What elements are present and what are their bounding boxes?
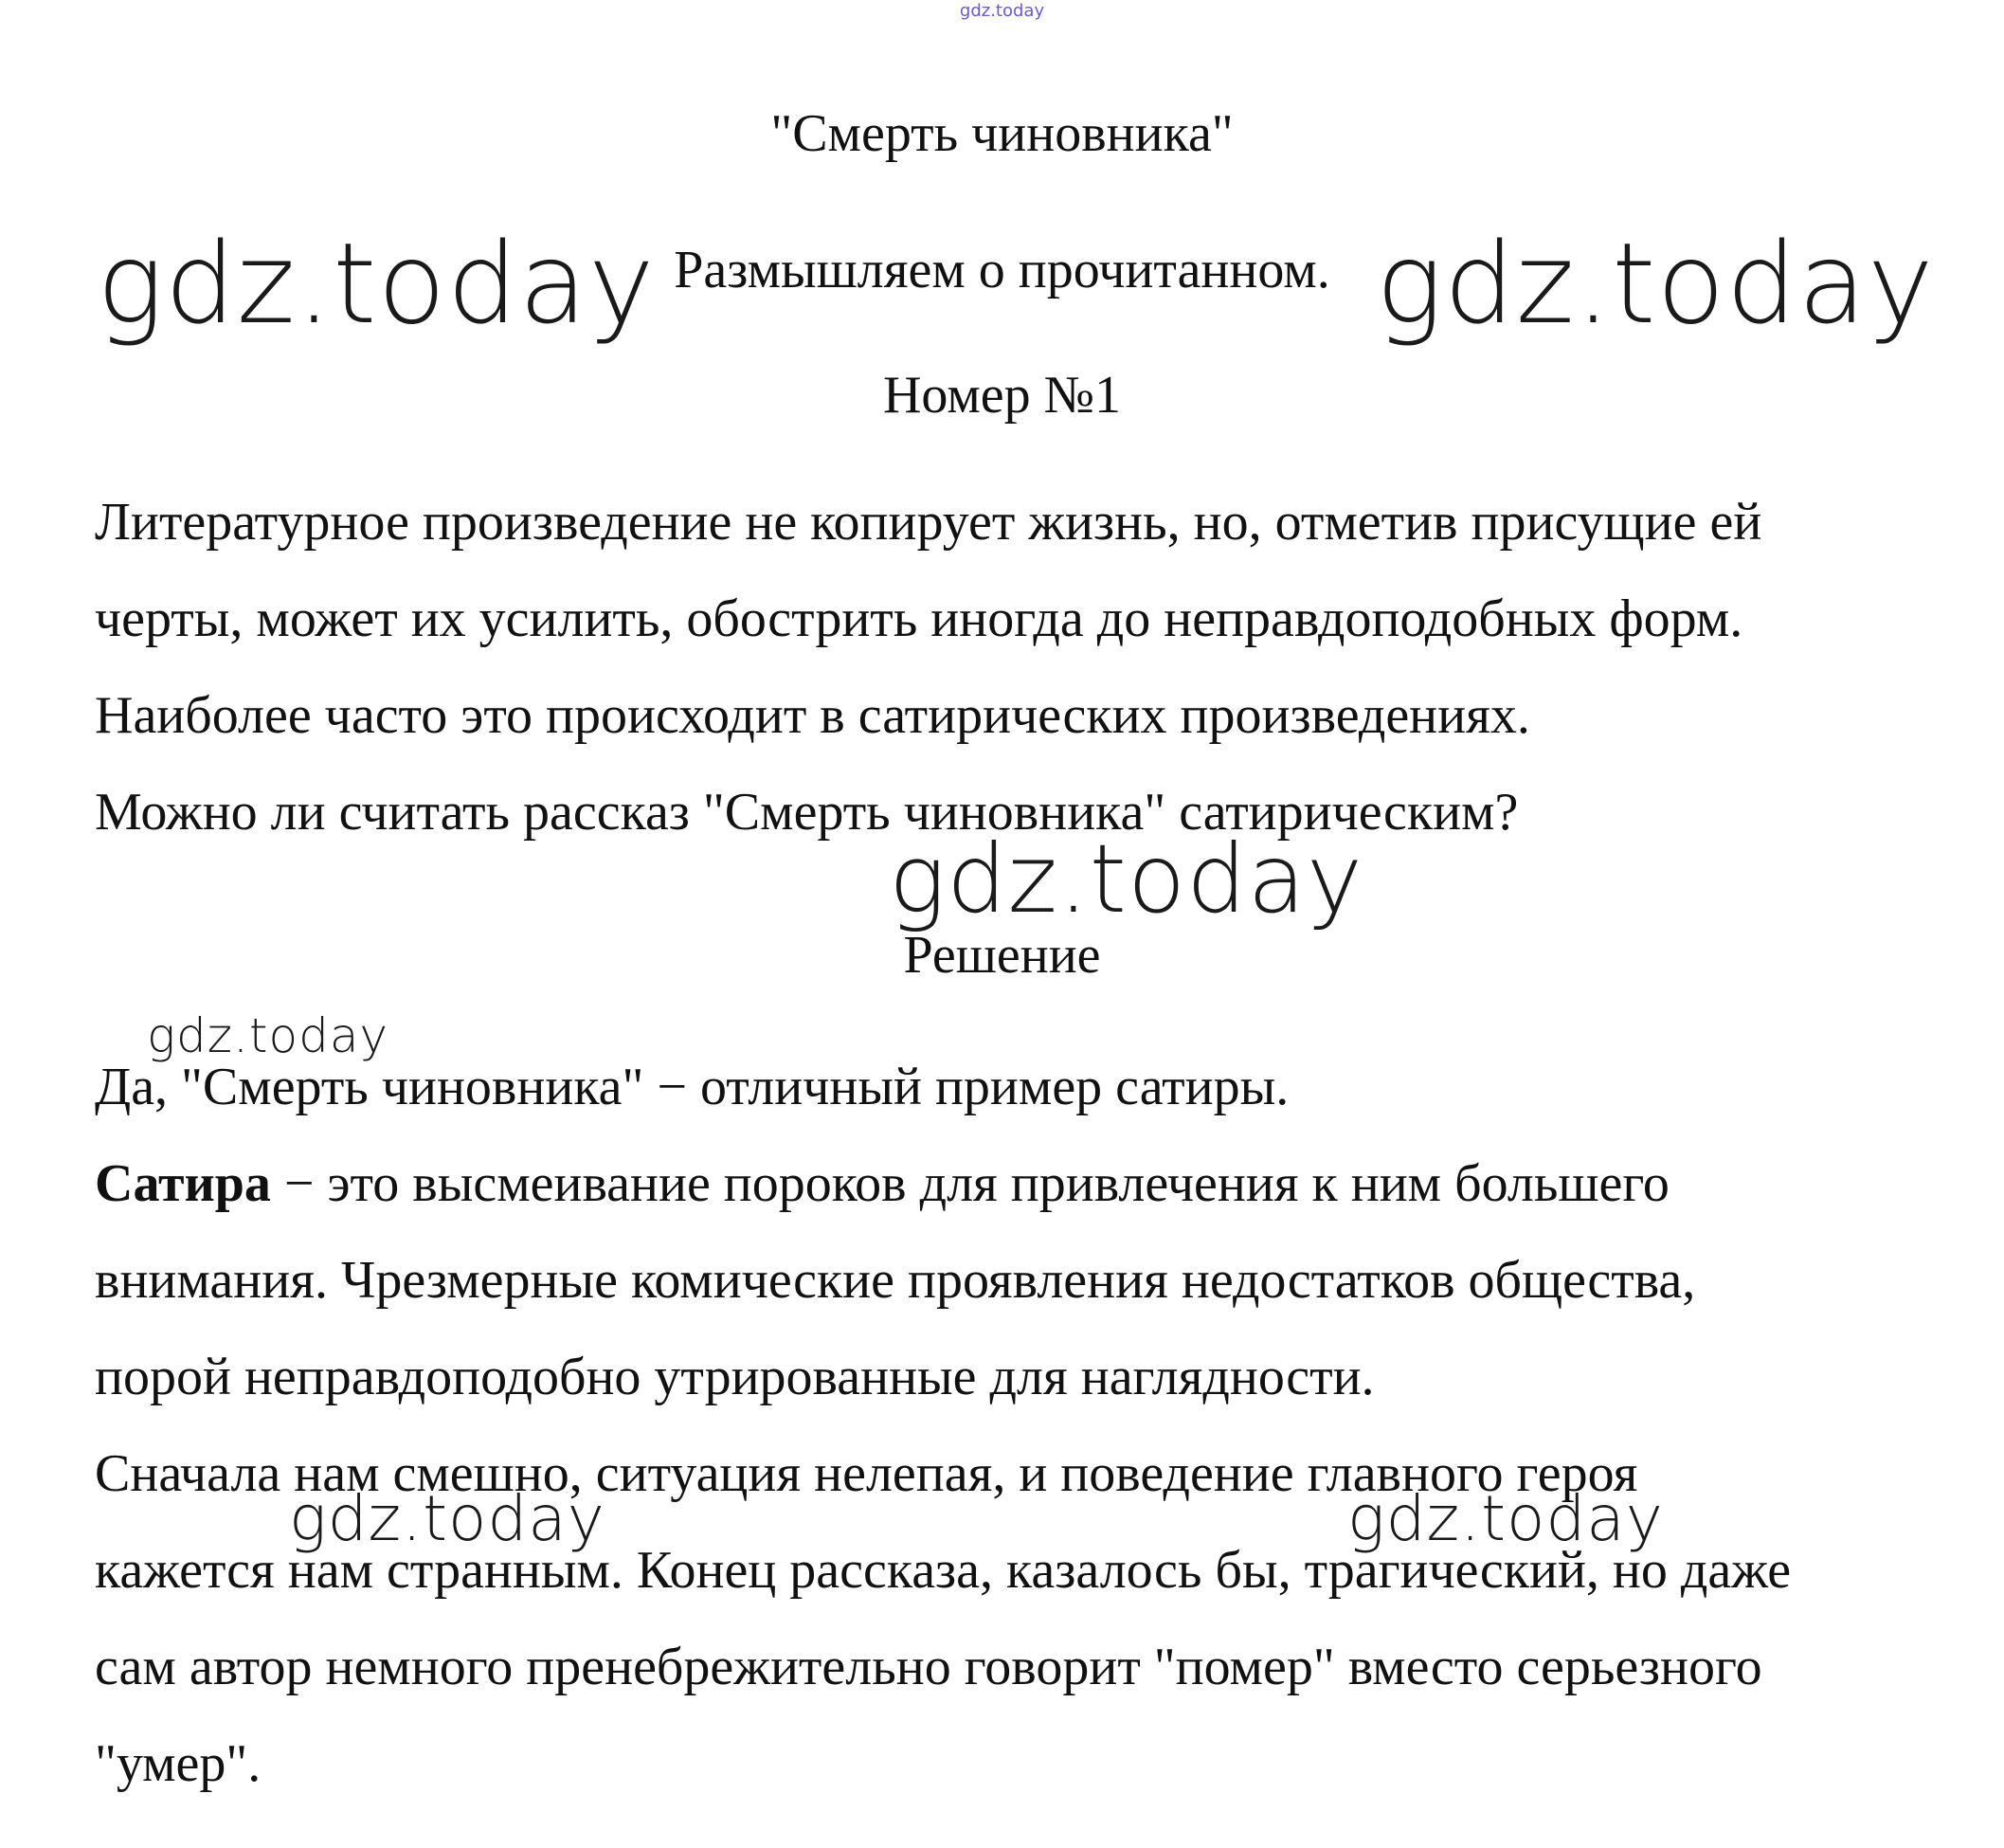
watermark-middle: gdz.today — [889, 824, 1364, 934]
watermark-large-right: gdz.today — [1376, 218, 1935, 349]
solution-line: кажется нам странным. Конец рассказа, казалось бы, трагический, но даже — [95, 1541, 1792, 1600]
solution-line: Сначала нам смешно, ситуация нелепая, и поведение главного героя — [95, 1444, 1638, 1503]
question-line: черты, может их усилить, обострить иногда до неправдоподобных форм. — [95, 589, 1743, 648]
solution-line: порой неправдоподобно утрированные для наглядности. — [95, 1348, 1375, 1406]
task-number: Номер №1 — [882, 366, 1122, 425]
solution-line: внимания. Чрезмерные комические проявления недостатков общества, — [95, 1251, 1696, 1310]
solution-heading: Решение — [903, 926, 1101, 985]
section-subtitle: Размышляем о прочитанном. — [674, 241, 1330, 299]
solution-line: Да, "Смерть чиновника" − отличный пример сатиры. — [95, 1058, 1290, 1116]
definition-term: Сатира — [95, 1154, 271, 1213]
solution-line: сам автор немного пренебрежительно говорит "помер" вместо серьезного — [95, 1638, 1762, 1696]
solution-definition-line — [95, 1150, 1670, 1217]
question-line: Литературное произведение не копирует жизнь, но, отметив присущие ей — [95, 493, 1762, 552]
page-title: "Смерть чиновника" — [770, 104, 1234, 163]
question-line: Можно ли считать рассказ "Смерть чиновника" сатирическим? — [95, 783, 1519, 842]
question-line: Наиболее часто это происходит в сатирических произведениях. — [95, 686, 1530, 745]
definition-text: − это высмеивание пороков для привлечения к ним большего — [270, 1154, 1670, 1213]
watermark-lower-right: gdz.today — [1347, 1482, 1664, 1555]
watermark-lower-left: gdz.today — [289, 1482, 605, 1555]
watermark-small-left: gdz.today — [147, 1008, 389, 1063]
watermark-top: gdz.today — [959, 1, 1045, 21]
solution-line: "умер". — [95, 1734, 262, 1793]
watermark-large-left: gdz.today — [97, 218, 656, 349]
